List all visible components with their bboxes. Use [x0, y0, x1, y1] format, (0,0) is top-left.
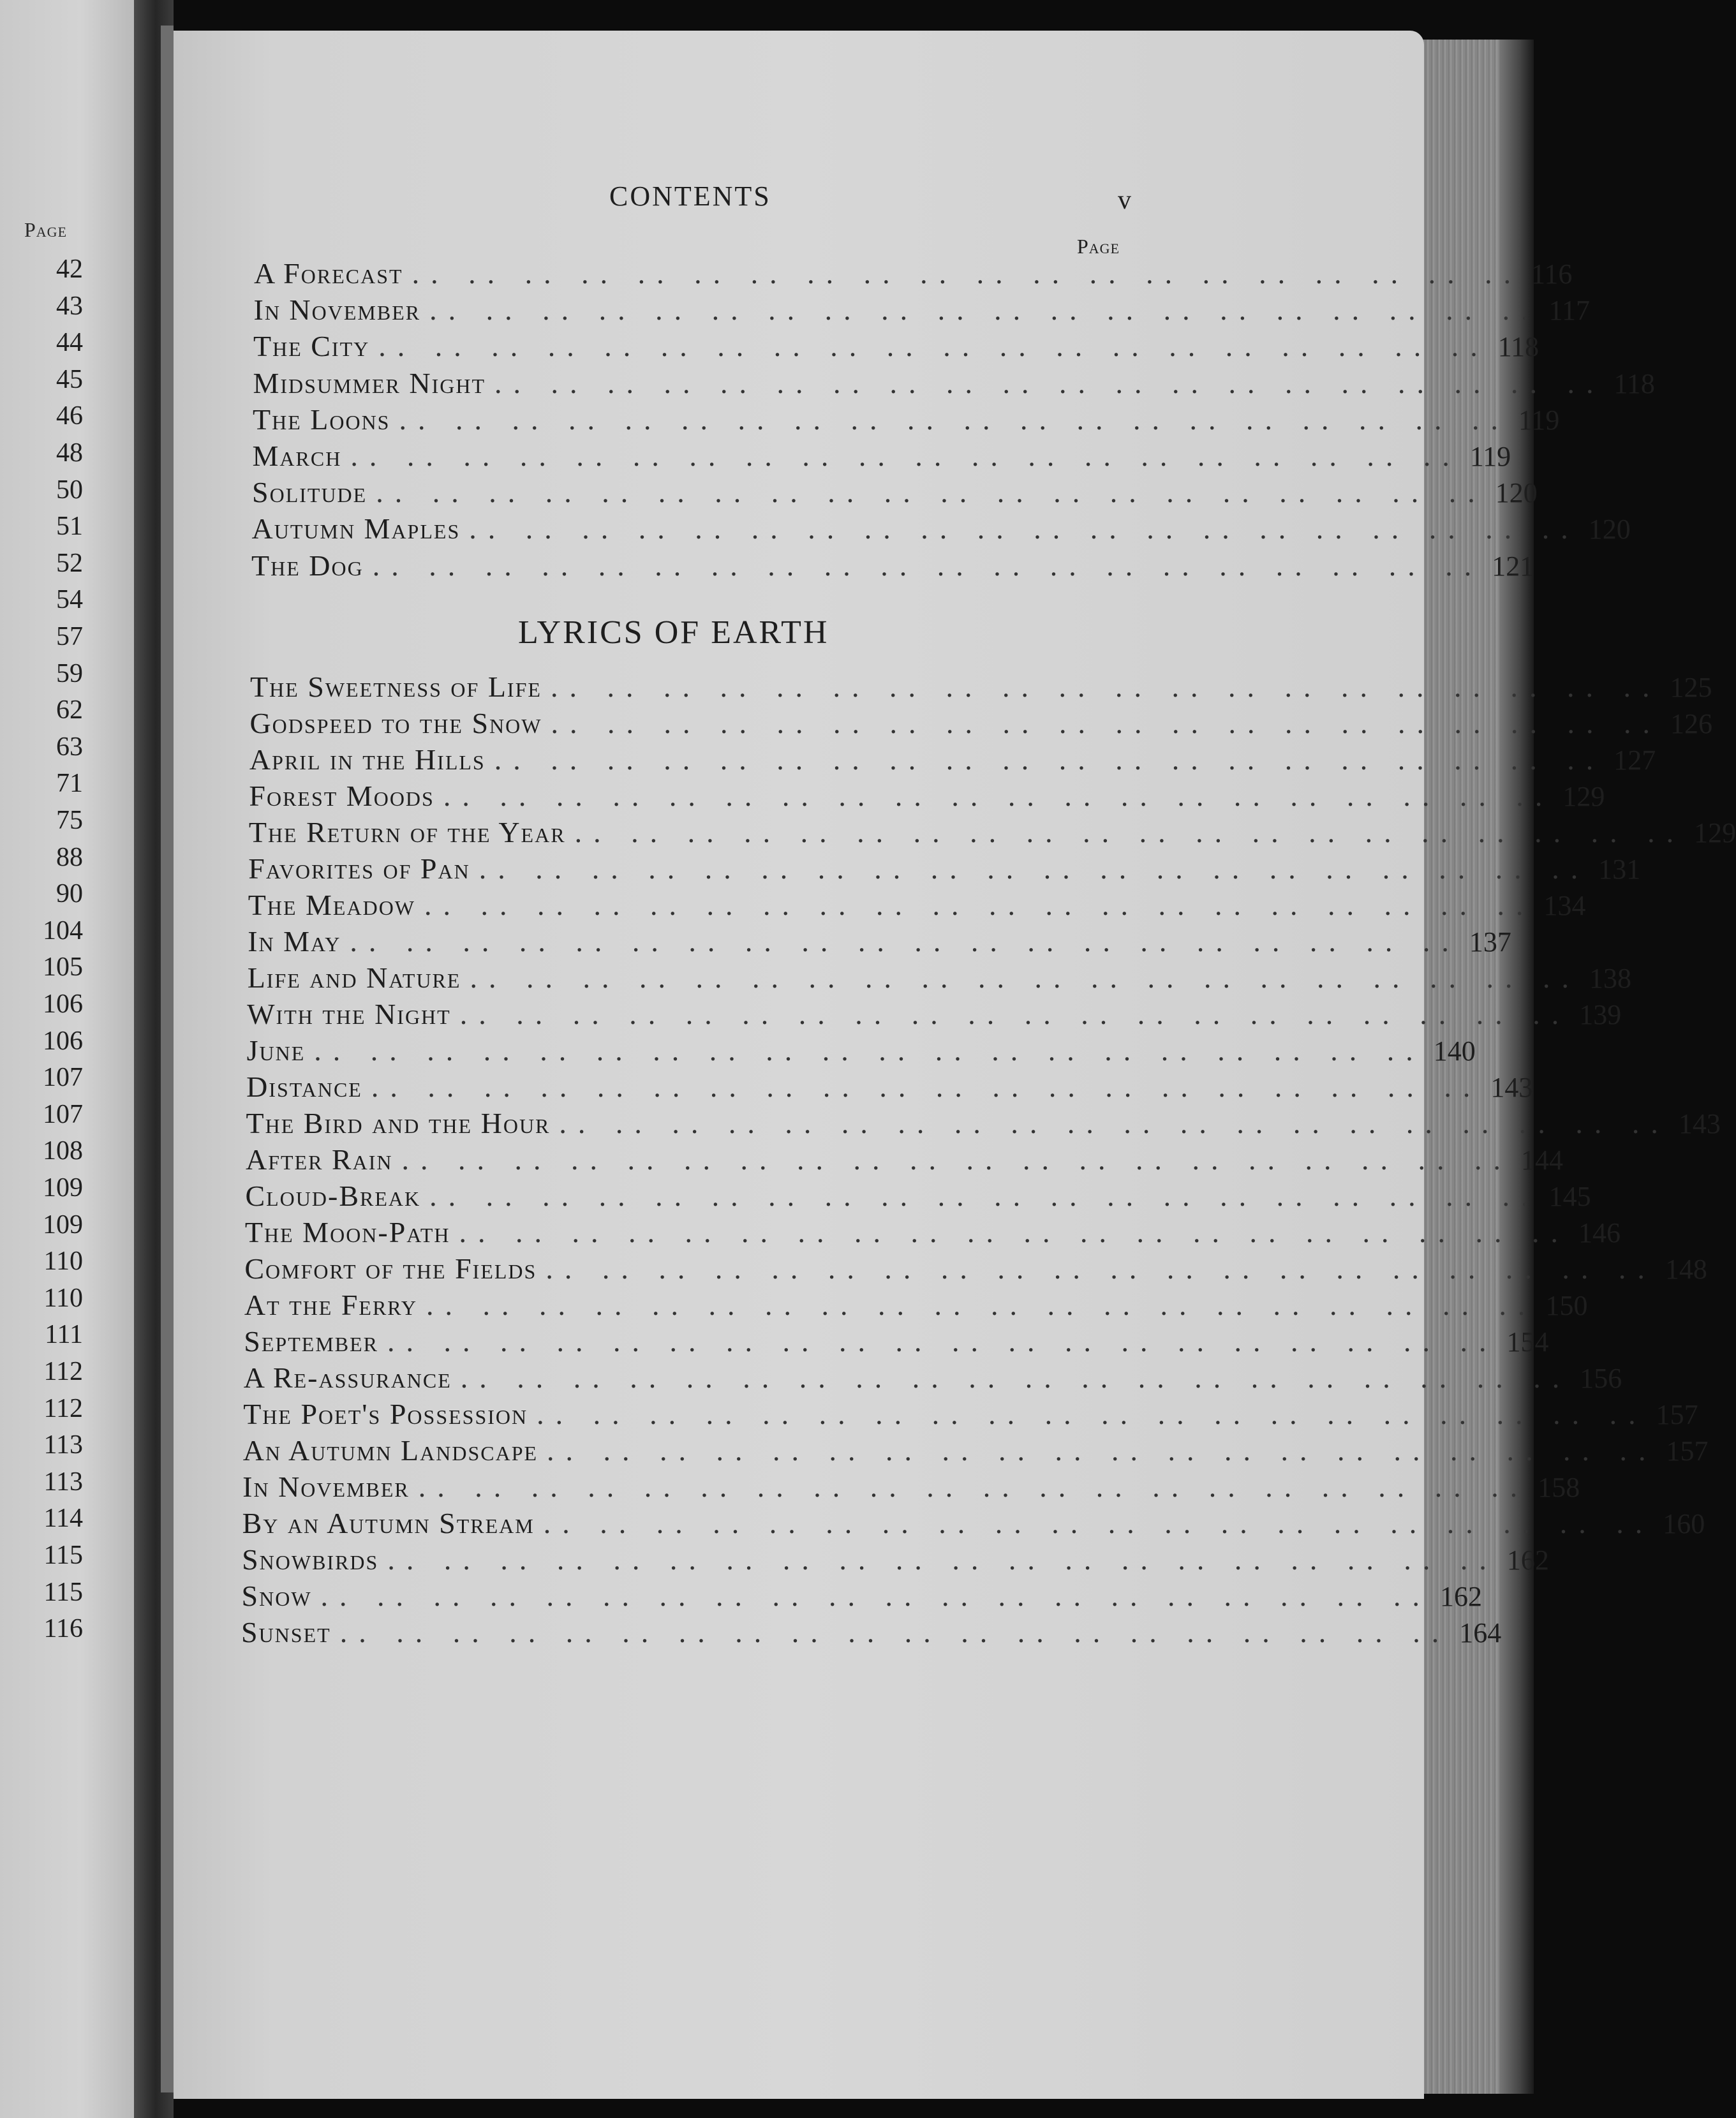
left-page-number: 54	[56, 585, 83, 615]
toc-entry-page: 139	[1579, 999, 1622, 1030]
toc-entry	[246, 1033, 1476, 1069]
toc-entry-page: 119	[1518, 404, 1560, 436]
left-page-number: 110	[43, 1283, 83, 1313]
toc-entry-title: At the Ferry	[244, 1289, 417, 1321]
toc-entry-title: By an Autumn Stream	[242, 1507, 535, 1539]
left-page-number: 111	[45, 1320, 83, 1350]
toc-entry-page: 164	[1459, 1617, 1502, 1648]
toc-entry	[244, 1324, 1549, 1360]
left-page-number: 52	[56, 548, 83, 578]
toc-entry	[243, 1361, 1622, 1396]
left-page	[0, 0, 134, 2118]
left-page-number: 50	[56, 475, 83, 505]
toc-entry	[251, 549, 1534, 584]
toc-entry-title: The Poet's Possession	[243, 1398, 528, 1430]
toc-entry	[245, 1179, 1591, 1215]
left-page-number: 106	[43, 989, 83, 1019]
left-page-number: 43	[56, 291, 83, 321]
toc-entry-page: 145	[1548, 1181, 1591, 1212]
toc-entry-page: 118	[1614, 367, 1655, 399]
left-page-number: 51	[56, 512, 83, 542]
left-page-heading: Page	[24, 218, 68, 241]
toc-entry	[249, 706, 1712, 742]
left-page-number: 115	[43, 1541, 83, 1570]
toc-entry	[251, 512, 1631, 547]
toc-dot-leader: .. .. .. .. .. .. .. .. .. .. .. .. .. .. .. .. .. .. .. ..	[372, 549, 1483, 582]
left-page-number: 62	[56, 695, 83, 725]
toc-entry	[246, 1143, 1564, 1178]
toc-entry-page: 126	[1670, 708, 1712, 739]
toc-entry	[252, 475, 1538, 511]
toc-dot-leader: .. .. .. .. .. .. .. .. .. .. .. .. .. .. .. .. .. .. .. ..	[551, 707, 1661, 739]
toc-entry-page: 157	[1656, 1399, 1698, 1430]
toc-entry	[242, 1433, 1709, 1469]
toc-dot-leader: .. .. .. .. .. .. .. .. .. .. .. .. .. .. .. .. .. .. .. ..	[443, 780, 1554, 812]
left-page-number: 104	[43, 915, 83, 945]
toc-entry-page: 127	[1614, 744, 1656, 776]
toc-dot-leader: .. .. .. .. .. .. .. .. .. .. .. .. .. .. .. .. .. .. .. ..	[424, 889, 1535, 921]
toc-entry-page: 116	[1531, 258, 1573, 290]
toc-dot-leader: .. .. .. .. .. .. .. .. .. .. .. .. .. .. .. .. .. .. .. ..	[378, 330, 1489, 363]
toc-entry-title: With the Night	[247, 998, 451, 1030]
toc-entry-title: In November	[242, 1470, 410, 1503]
toc-entry	[250, 670, 1712, 706]
running-title: CONTENTS	[609, 181, 771, 212]
toc-dot-leader: .. .. .. .. .. .. .. .. .. .. .. .. .. .. .. .. .. .. .. ..	[543, 1507, 1654, 1539]
toc-dot-leader: .. .. .. .. .. .. .. .. .. .. .. .. .. .. .. .. .. .. .. ..	[429, 1180, 1540, 1212]
left-page-number: 63	[56, 732, 83, 762]
toc-dot-leader: .. .. .. .. .. .. .. .. .. .. .. .. .. .. .. .. .. .. .. ..	[350, 925, 1460, 958]
toc-entry-page: 162	[1440, 1581, 1483, 1612]
toc-entry	[244, 1215, 1621, 1251]
toc-entry-title: In November	[253, 293, 421, 327]
toc-entry	[253, 403, 1560, 438]
left-page-number: 116	[43, 1614, 83, 1644]
toc-entry	[242, 1506, 1705, 1542]
left-page-number: 106	[43, 1026, 83, 1056]
toc-dot-leader: .. .. .. .. .. .. .. .. .. .. .. .. .. .. .. .. .. .. .. ..	[494, 366, 1605, 399]
left-page-number: 110	[43, 1247, 83, 1277]
toc-dot-leader: .. .. .. .. .. .. .. .. .. .. .. .. .. .. .. .. .. .. .. ..	[459, 998, 1571, 1030]
toc-entry	[246, 1070, 1533, 1106]
toc-entry-page: 129	[1694, 817, 1736, 848]
toc-entry-page: 157	[1666, 1435, 1709, 1467]
toc-entry	[241, 1579, 1483, 1615]
toc-entry	[248, 815, 1736, 851]
toc-entry-page: 120	[1588, 514, 1631, 545]
toc-entry	[248, 924, 1511, 960]
toc-dot-leader: .. .. .. .. .. .. .. .. .. .. .. .. .. .. .. .. .. .. .. ..	[469, 512, 1580, 545]
toc-dot-leader: .. .. .. .. .. .. .. .. .. .. .. .. .. .. .. .. .. .. .. ..	[460, 1361, 1571, 1394]
toc-entry-title: The Bird and the Hour	[246, 1107, 551, 1139]
left-page-number: 112	[43, 1393, 83, 1423]
left-page-number: 107	[43, 1099, 83, 1129]
toc-entry-title: The Sweetness of Life	[250, 670, 542, 703]
left-page-number: 48	[56, 438, 83, 468]
section-heading: LYRICS OF EARTH	[518, 614, 829, 651]
toc-dot-leader: .. .. .. .. .. .. .. .. .. .. .. .. .. .. .. .. .. .. .. ..	[314, 1034, 1425, 1067]
page-column-heading: Page	[1077, 235, 1120, 258]
left-page-number: 107	[43, 1063, 83, 1093]
left-page-number: 46	[56, 401, 83, 431]
toc-entry-page: 117	[1548, 295, 1590, 327]
toc-entry-page: 137	[1469, 926, 1511, 958]
toc-entry-page: 138	[1589, 963, 1631, 994]
toc-dot-leader: .. .. .. .. .. .. .. .. .. .. .. .. .. .. .. .. .. .. .. ..	[320, 1580, 1432, 1612]
toc-dot-leader: .. .. .. .. .. .. .. .. .. .. .. .. .. .. .. .. .. .. .. ..	[399, 403, 1510, 436]
toc-entry	[242, 1543, 1549, 1578]
toc-dot-leader: .. .. .. .. .. .. .. .. .. .. .. .. .. .. .. .. .. .. .. ..	[550, 670, 1661, 703]
toc-entry-title: Midsummer Night	[253, 366, 486, 399]
toc-entry-title: Sunset	[241, 1616, 331, 1648]
left-page-number: 45	[56, 364, 83, 394]
left-page-number: 90	[56, 879, 83, 909]
toc-dot-leader: .. .. .. .. .. .. .. .. .. .. .. .. .. .. .. .. .. .. .. ..	[376, 476, 1487, 509]
toc-entry	[242, 1470, 1580, 1506]
toc-entry	[252, 439, 1511, 475]
left-page-number: 105	[43, 952, 83, 982]
toc-dot-leader: .. .. .. .. .. .. .. .. .. .. .. .. .. .. .. .. .. .. .. ..	[426, 1289, 1537, 1321]
toc-entry-page: 144	[1521, 1144, 1564, 1176]
toc-entry-page: 131	[1598, 854, 1641, 885]
toc-entry-title: Favorites of Pan	[248, 852, 470, 885]
toc-entry-title: Comfort of the Fields	[244, 1252, 537, 1285]
toc-entry-page: 118	[1497, 331, 1539, 363]
toc-entry	[253, 293, 1590, 329]
toc-entry-title: The Loons	[253, 403, 390, 436]
toc-entry-page: 154	[1506, 1326, 1549, 1358]
left-page-number: 71	[56, 769, 83, 799]
toc-entry	[249, 743, 1656, 778]
toc-entry-page: 134	[1543, 890, 1586, 921]
toc-entry-title: In May	[248, 925, 341, 958]
toc-dot-leader: .. .. .. .. .. .. .. .. .. .. .. .. .. .. .. .. .. .. .. ..	[574, 816, 1686, 848]
toc-entry-title: Autumn Maples	[251, 512, 461, 545]
toc-entry-title: The Meadow	[248, 889, 415, 921]
toc-entry-page: 148	[1665, 1254, 1707, 1285]
toc-entry	[254, 256, 1573, 292]
toc-entry-title: September	[244, 1325, 379, 1358]
toc-entry-page: 162	[1506, 1544, 1549, 1576]
toc-entry	[246, 1106, 1721, 1142]
toc-entry-title: Snowbirds	[242, 1543, 379, 1576]
left-page-number: 44	[56, 328, 83, 358]
toc-entry-title: An Autumn Landscape	[242, 1434, 538, 1467]
toc-entry	[249, 779, 1605, 815]
toc-entry-title: The City	[253, 330, 370, 363]
toc-entry-page: 125	[1670, 672, 1712, 703]
toc-entry-page: 143	[1678, 1108, 1721, 1139]
toc-entry-page: 120	[1495, 477, 1538, 509]
toc-entry	[244, 1252, 1707, 1287]
left-page-number: 114	[43, 1504, 83, 1534]
toc-entry-title: Distance	[246, 1070, 362, 1103]
toc-entry-page: 146	[1578, 1217, 1621, 1248]
toc-dot-leader: .. .. .. .. .. .. .. .. .. .. .. .. .. .. .. .. .. .. .. ..	[459, 1216, 1570, 1248]
toc-entry-page: 160	[1663, 1508, 1705, 1539]
left-page-number: 42	[56, 255, 83, 284]
toc-entry-page: 150	[1545, 1290, 1588, 1321]
toc-entry	[247, 997, 1622, 1033]
left-page-number: 59	[56, 658, 83, 688]
toc-dot-leader: .. .. .. .. .. .. .. .. .. .. .. .. .. .. .. .. .. .. .. ..	[418, 1470, 1529, 1503]
left-page-number: 75	[56, 806, 83, 835]
toc-entry-title: March	[252, 440, 342, 472]
toc-dot-leader: .. .. .. .. .. .. .. .. .. .. .. .. .. .. .. .. .. .. .. ..	[470, 961, 1580, 994]
toc-entry-title: Forest Moods	[249, 780, 434, 812]
toc-entry-title: The Dog	[251, 549, 364, 582]
toc-entry	[248, 852, 1641, 887]
toc-dot-leader: .. .. .. .. .. .. .. .. .. .. .. .. .. .. .. .. .. .. .. ..	[494, 743, 1605, 776]
toc-entry-title: Snow	[241, 1580, 312, 1612]
left-page-number: 113	[43, 1430, 83, 1460]
toc-entry-title: Cloud-Break	[245, 1180, 421, 1212]
left-page-number: 113	[43, 1467, 83, 1497]
toc-entry-title: Godspeed to the Snow	[249, 707, 542, 739]
toc-dot-leader: .. .. .. .. .. .. .. .. .. .. .. .. .. .. .. .. .. .. .. ..	[350, 440, 1461, 472]
toc-entry	[244, 1288, 1588, 1324]
toc-dot-leader: .. .. .. .. .. .. .. .. .. .. .. .. .. .. .. .. .. .. .. ..	[537, 1398, 1647, 1430]
left-page-number: 109	[43, 1210, 83, 1240]
toc-dot-leader: .. .. .. .. .. .. .. .. .. .. .. .. .. .. .. .. .. .. .. ..	[479, 852, 1590, 885]
toc-dot-leader: .. .. .. .. .. .. .. .. .. .. .. .. .. .. .. .. .. .. .. ..	[339, 1616, 1451, 1648]
toc-entry-title: Life and Nature	[247, 961, 461, 994]
left-page-number: 88	[56, 842, 83, 872]
toc-entry-page: 140	[1433, 1035, 1476, 1067]
toc-entry	[253, 366, 1655, 402]
toc-entry-page: 119	[1469, 441, 1511, 472]
page-number-roman: v	[1118, 186, 1131, 215]
toc-entry	[247, 961, 1631, 996]
toc-dot-leader: .. .. .. .. .. .. .. .. .. .. .. .. .. .. .. .. .. .. .. ..	[545, 1252, 1656, 1285]
toc-entry	[253, 329, 1539, 365]
toc-dot-leader: .. .. .. .. .. .. .. .. .. .. .. .. .. .. .. .. .. .. .. ..	[547, 1434, 1658, 1467]
toc-dot-leader: .. .. .. .. .. .. .. .. .. .. .. .. .. .. .. .. .. .. .. ..	[559, 1107, 1670, 1139]
toc-entry-title: The Moon-Path	[244, 1216, 450, 1248]
toc-dot-leader: .. .. .. .. .. .. .. .. .. .. .. .. .. .. .. .. .. .. .. ..	[401, 1143, 1513, 1176]
toc-dot-leader: .. .. .. .. .. .. .. .. .. .. .. .. .. .. .. .. .. .. .. ..	[412, 257, 1523, 290]
toc-entry	[248, 888, 1586, 924]
toc-entry-title: June	[246, 1034, 306, 1067]
toc-dot-leader: .. .. .. .. .. .. .. .. .. .. .. .. .. .. .. .. .. .. .. ..	[371, 1070, 1482, 1103]
toc-entry-page: 129	[1562, 781, 1605, 812]
toc-entry-page: 143	[1490, 1072, 1533, 1103]
toc-entry-title: A Re-assurance	[243, 1361, 452, 1394]
gutter-page-edge	[161, 26, 174, 2092]
toc-entry-title: Solitude	[252, 476, 367, 509]
toc-entry-title: After Rain	[246, 1143, 393, 1176]
toc-entry	[241, 1615, 1502, 1651]
left-page-number: 57	[56, 622, 83, 651]
left-page-number: 108	[43, 1136, 83, 1166]
toc-entry-page: 158	[1538, 1472, 1580, 1503]
toc-entry-page: 121	[1492, 550, 1534, 582]
left-page-number: 112	[43, 1357, 83, 1386]
toc-dot-leader: .. .. .. .. .. .. .. .. .. .. .. .. .. .. .. .. .. .. .. ..	[387, 1325, 1498, 1358]
toc-dot-leader: .. .. .. .. .. .. .. .. .. .. .. .. .. .. .. .. .. .. .. ..	[429, 293, 1540, 327]
left-page-number: 109	[43, 1173, 83, 1203]
toc-entry	[243, 1397, 1698, 1433]
toc-entry-page: 156	[1580, 1363, 1622, 1394]
toc-entry-title: A Forecast	[254, 257, 403, 290]
toc-entry-title: April in the Hills	[249, 743, 486, 776]
left-page-number: 115	[43, 1577, 83, 1607]
toc-entry-title: The Return of the Year	[248, 816, 566, 848]
toc-dot-leader: .. .. .. .. .. .. .. .. .. .. .. .. .. .. .. .. .. .. .. ..	[387, 1543, 1498, 1576]
